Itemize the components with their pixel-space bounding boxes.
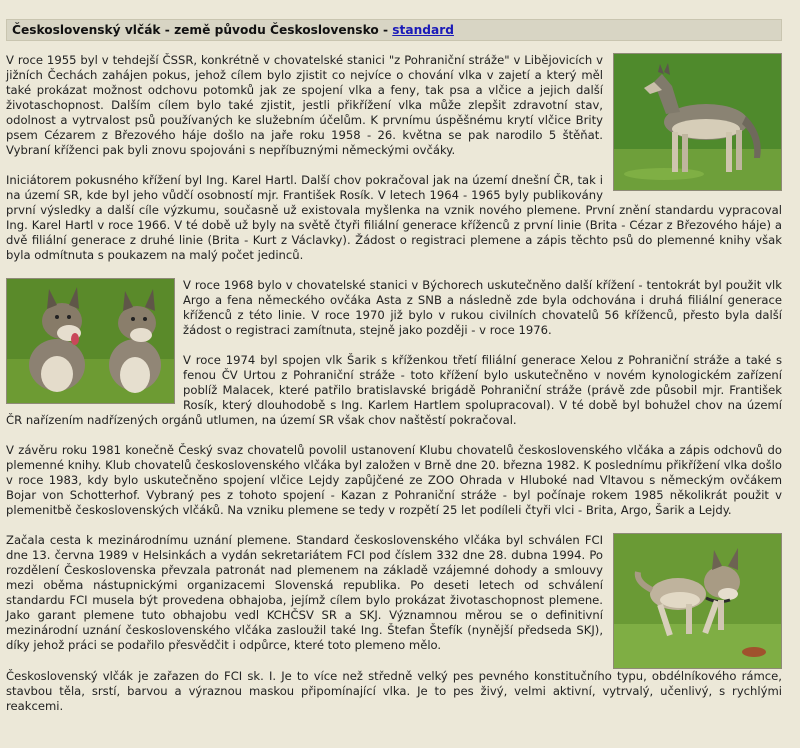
paragraph-3: V roce 1968 bylo v chovatelské stanici v Býchorech uskutečněno další křížení - tentokrát byl použit vlk Argo a fena německého ovčáka Asta z SNB a následně zde byla odchována i druhá filiální generace kříženců z této linie. V roce 1970 již bylo v rukou civilních chovatelů 56 kříženců, přesto byla další žádost o registraci zamítnuta, stejně jako později - v roce 1976. <box>183 278 782 337</box>
paragraph-1: V roce 1955 byl v tehdejší ČSSR, konkrétně v chovatelské stanici "z Pohraniční stráže" v Libějovicích v jižních Čechách zahájen pokus, jehož cílem bylo zjistit co nejvíce o chování vlka v zajetí a který měl také prokázat možnost odchovu potomků jak ze spojení vlka a feny, tak psa a vlčice a jejich další životaschopnost. Dalším cílem bylo také zjistit, jestli přikřížení vlka může zlepšit zdravotní stav, odolnost a vytrvalost psů používaných ke služebním účelům. K prvnímu úspěšnému krytí vlčice Brity psem Cézarem z Březového háje došlo na jaře roku 1958 - 26. května se pak narodilo 5 štěňat. Vybraní kříženci pak byli znovu spojováni s nepříbuznými německými ovčáky. <box>6 53 603 157</box>
walking-puppy-photo <box>613 533 782 669</box>
paragraph-6: Začala cesta k mezinárodnímu uznání plemene. Standard československého vlčáka byl schválen FCI dne 13. června 1989 v Helsinkách a vydán sekretariátem FCI pod číslem 332 dne 28. dubna 1994. Po rozdělení Československa převzala patronát nad plemenem na základě vzájemné dohody a smlouvy mezi oběma nástupnickými organizacemi Slovenská republika. Po deseti letech od schválení standardu FCI musela být provedena obhajoba, jejímž cílem bylo prokázat životaschopnost plemene. Jako garant plemene tuto obhajobu vedl KCHČSV SR a SKJ. Významnou měrou se o definitivní mezinárodní uznání československého vlčáka zasloužil také Ing. Štefan Štefík (nynější předseda SKJ), díky jehož práci se podařilo přesvědčit i odpůrce, které toto plemeno mělo. <box>6 533 603 652</box>
paragraph-4: V roce 1974 byl spojen vlk Šarik s kříženkou třetí filiální generace Xelou z Pohraniční stráže a také s fenou ČV Urtou z Pohraniční stráže - toto křížení bylo uskutečněno v novém kynologickém zařízení poblíž Malacek, které patřilo bratislavské brigádě Pohraniční stráže (právě zde působil mjr. František Rosík, který dlouhodobě s Ing. Karlem Hartlem spolupracoval). V té době byl bohužel chov na území ČR nařízením nadřízených orgánů utlumen, na území SR však chov naštěstí pokračoval. <box>6 353 782 427</box>
paragraph-5: V závěru roku 1981 konečně Český svaz chovatelů povolil ustanovení Klubu chovatelů československého vlčáka a zápis odchovů do plemenné knihy. Klub chovatelů československého vlčáka byl založen v Brně dne 20. března 1982. K poslednímu přikřížení vlka došlo v roce 1983, kdy bylo uskutečněno spojení vlčice Lejdy zapůjčené ze ZOO Ohrada v Hluboké nad Vltavou s německým ovčákem Bojar von Schotterhof. Vybraný pes z tohoto spojení - Kazan z Pohraniční stráže - byl počínaje rokem 1985 několikrát použit v plemenitbě československých vlčáků. Na vzniku plemene se tedy v rozpětí 25 let podíleli čtyři vlci - Brita, Argo, Šarik a Lejdy. <box>6 443 782 517</box>
standard-link[interactable]: standard <box>392 23 454 37</box>
page-title-bar <box>6 19 782 41</box>
article-content <box>6 53 782 729</box>
paragraph-7: Československý vlčák je zařazen do FCI sk. I. Je to více než středně velký pes pevného konstitučního typu, obdélníkového rámce, stavbou těla, srstí, barvou a výraznou maskou připomínající vlka. Je to pes živý, velmi aktivní, vytrvalý, učenlivý, s rychlými reakcemi. <box>6 669 782 713</box>
paragraph-2: Iniciátorem pokusného křížení byl Ing. Karel Hartl. Další chov pokračoval jak na území dnešní ČR, tak i na území SR, kde byl jeho vůdčí osobností mjr. František Rosík. V letech 1964 - 1965 byly publikovány první výsledky a další cíle výzkumu, současně už existovala myšlenka na vznik nového plemene. První znění standardu vypracoval Ing. Karel Hartl v roce 1966. V té době už byly na světě čtyři filiální generace kříženců z první linie (Brita - Cézar z Březového háje) a dvě filiální generace z druhé linie (Brita - Kurt z Václavky). Žádost o registraci plemene a zápis těchto psů do plemenné knihy však byla odmítnuta s poukazem na malý počet jedinců. <box>6 173 782 262</box>
standing-wolfdog-photo <box>613 53 782 191</box>
page-title: Československý vlčák - země původu Československo - <box>12 23 393 37</box>
two-puppies-photo <box>6 278 175 404</box>
